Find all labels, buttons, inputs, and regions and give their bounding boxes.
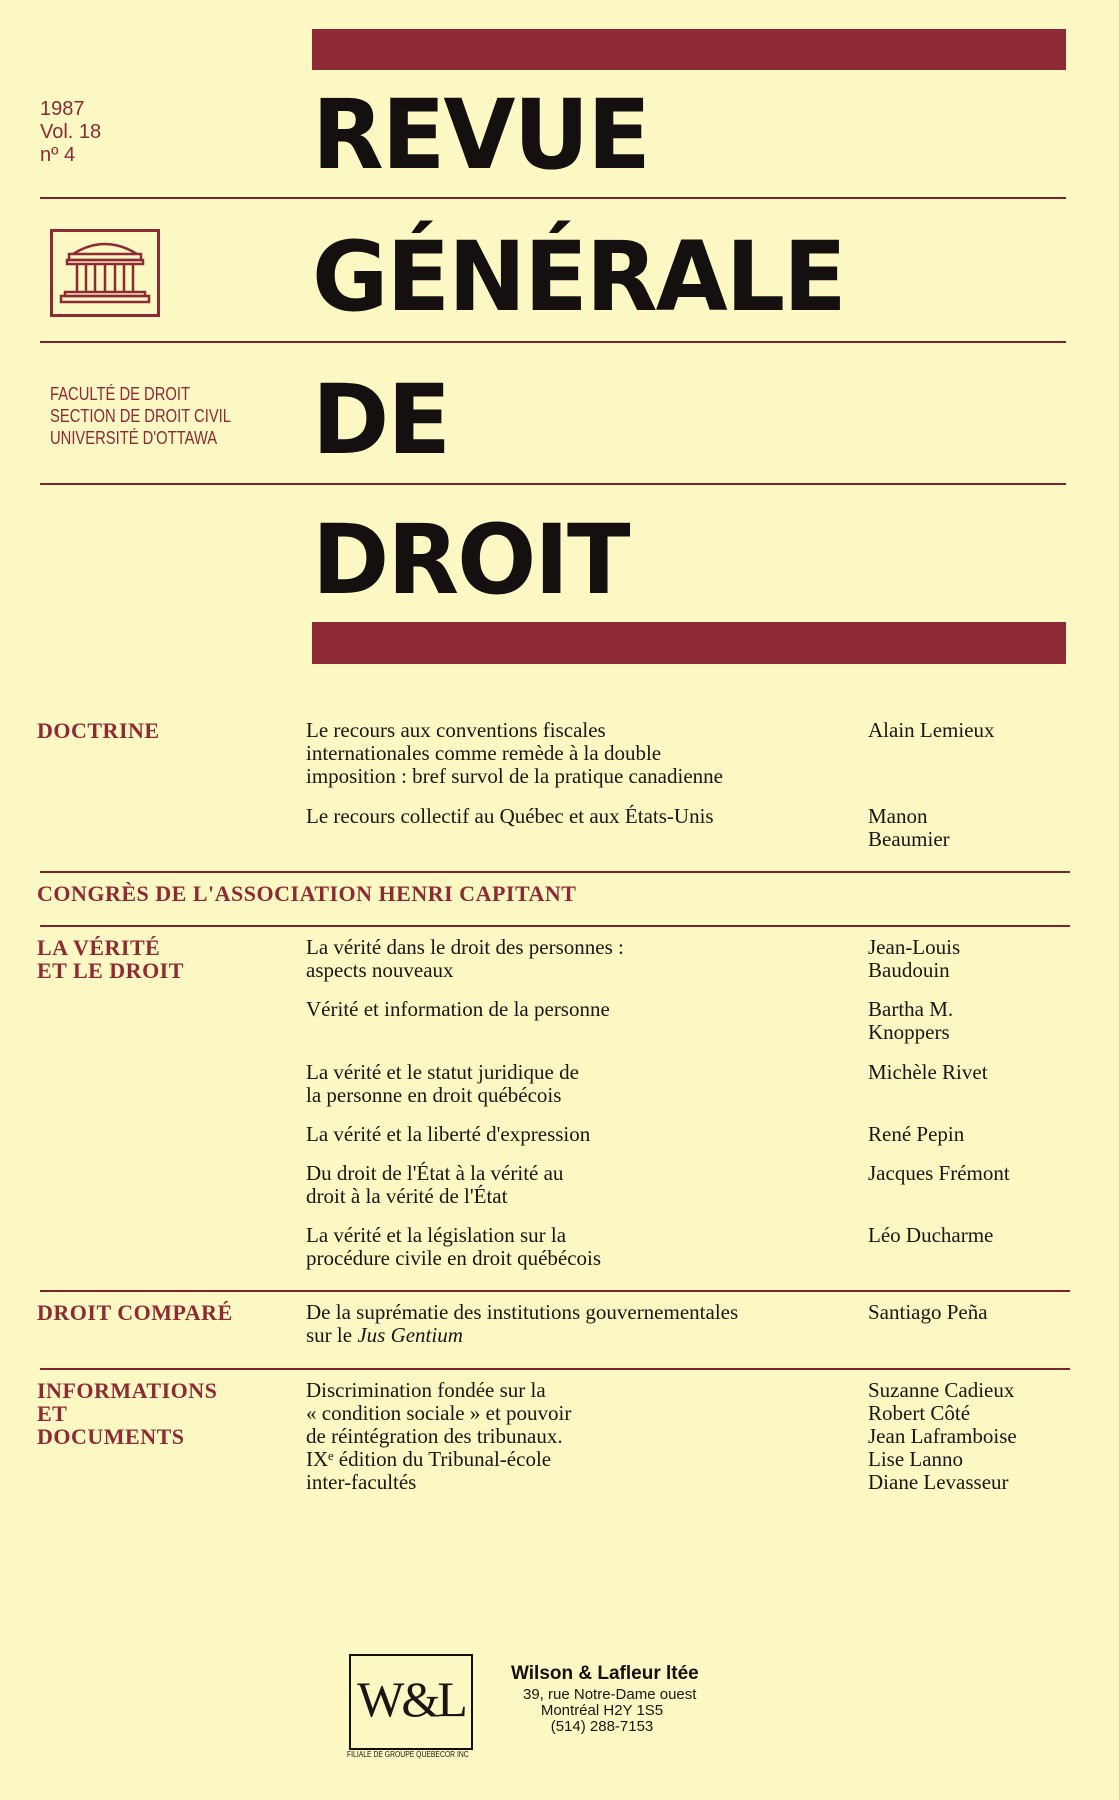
title-line-droit: DROIT	[312, 504, 629, 616]
section-heading-verite: LA VÉRITÉ ET LE DROIT	[37, 935, 184, 983]
article-title: La vérité et le statut juridique de la personne en droit québécois	[306, 1060, 579, 1107]
article-title: La vérité dans le droit des personnes : aspects nouveaux	[306, 935, 624, 982]
title-line-de: DE	[312, 364, 450, 476]
section-heading-informations: INFORMATIONS ET DOCUMENTS	[37, 1378, 218, 1449]
building-icon	[53, 232, 157, 314]
article-author: Léo Ducharme	[868, 1223, 994, 1247]
article-author: Bartha M. Knoppers	[868, 997, 954, 1044]
section-heading-compare: DROIT COMPARÉ	[37, 1300, 233, 1325]
publisher-address: 39, rue Notre-Dame ouest Montréal H2Y 1S5 (514) 288-7153	[523, 1686, 697, 1735]
section-rule	[40, 1368, 1070, 1370]
article-author: Alain Lemieux	[868, 718, 995, 742]
article-author: Jacques Frémont	[868, 1161, 1010, 1185]
issue-year: 1987	[40, 98, 85, 120]
article-author: Manon Beaumier	[868, 804, 950, 851]
faculty-line-1: FACULTÉ DE DROIT	[50, 384, 190, 404]
publisher-filiale: FILIALE DE GROUPE QUEBECOR INC	[347, 1750, 469, 1759]
faculty-line-3: UNIVERSITÉ D'OTTAWA	[50, 428, 218, 448]
article-title: De la suprématie des institutions gouvernementales sur le Jus Gentium	[306, 1300, 739, 1347]
article-author: René Pepin	[868, 1122, 965, 1146]
article-author: Suzanne Cadieux Robert Côté Jean Laframboise Lise Lanno Diane Levasseur	[868, 1378, 1017, 1494]
article-title: Vérité et information de la personne	[306, 997, 610, 1021]
article-author: Santiago Peña	[868, 1300, 988, 1324]
issue-info	[40, 98, 101, 167]
issue-number: nº 4	[40, 144, 76, 166]
section-heading-congres: CONGRÈS DE L'ASSOCIATION HENRI CAPITANT	[37, 881, 577, 906]
title-rule-3	[40, 483, 1066, 485]
publisher-logo-text: W&L	[357, 1671, 465, 1727]
article-title: Du droit de l'État à la vérité au droit à la vérité de l'État	[306, 1161, 564, 1208]
article-title: La vérité et la législation sur la procédure civile en droit québécois	[306, 1223, 602, 1270]
article-author: Michèle Rivet	[868, 1060, 988, 1084]
title-rule-2	[40, 341, 1066, 343]
section-rule	[40, 871, 1070, 873]
faculty-line-2: SECTION DE DROIT CIVIL	[50, 406, 231, 426]
article-title: Le recours aux conventions fiscales internationales comme remède à la double imposition : bref survol de la pratique canadienne	[306, 718, 723, 788]
top-red-bar	[312, 29, 1066, 70]
publisher-name: Wilson & Lafleur ltée	[511, 1663, 699, 1684]
faculty-text	[50, 383, 231, 449]
section-rule	[40, 1290, 1070, 1292]
title-line-generale: GÉNÉRALE	[312, 221, 845, 333]
university-building-logo	[50, 229, 160, 317]
title-line-revue: REVUE	[312, 79, 649, 191]
issue-volume: Vol. 18	[40, 121, 102, 143]
article-title: La vérité et la liberté d'expression	[306, 1122, 591, 1146]
section-heading-doctrine: DOCTRINE	[37, 718, 160, 743]
title-rule-1	[40, 197, 1066, 199]
article-title: Le recours collectif au Québec et aux États-Unis	[306, 804, 714, 828]
section-rule	[40, 925, 1070, 927]
article-author: Jean-Louis Baudouin	[868, 935, 961, 982]
article-title: Discrimination fondée sur la « condition sociale » et pouvoir de réintégration des tribunaux. IXᵉ édition du Tribunal-école inter-facultés	[306, 1378, 572, 1494]
title-bottom-red-bar	[312, 622, 1066, 664]
